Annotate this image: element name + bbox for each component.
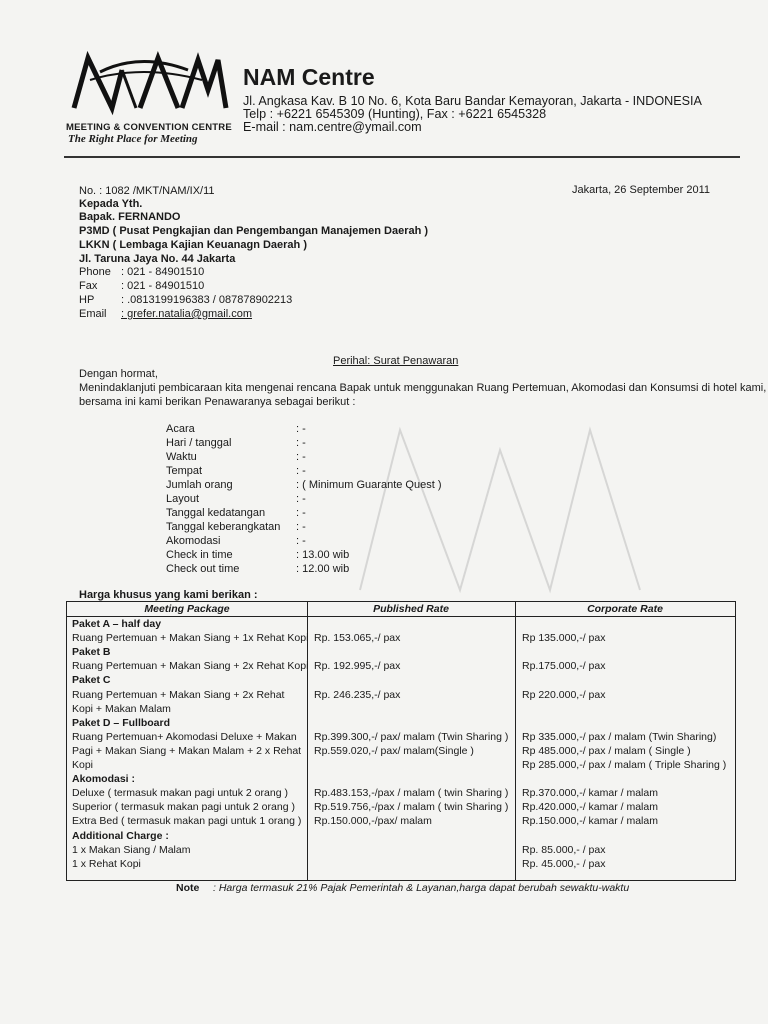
published-rate-cell: Rp.519.756,-/pax / malam ( twin Sharing ) — [314, 801, 509, 814]
contact-label: HP — [79, 294, 95, 306]
package-cell: Kopi — [72, 759, 94, 771]
corporate-rate-cell: Rp 135.000,-/ pax — [522, 632, 606, 645]
package-cell: 1 x Makan Siang / Malam — [72, 843, 191, 856]
letter-date: Jakarta, 26 September 2011 — [572, 184, 710, 196]
body-paragraph-1: Menindaklanjuti pembicaraan kita mengenai rencana Bapak untuk menggunakan Ruang Pertemuan, Akomodasi dan Konsumsi di hotel kami, — [79, 382, 767, 394]
corporate-rate-cell: Rp 485.000,-/ pax / malam ( Single ) — [522, 744, 691, 757]
header-corporate-rate: Corporate Rate — [587, 603, 663, 615]
package-cell: 1 x Rehat Kopi — [72, 857, 141, 870]
detail-value: : - — [296, 535, 306, 547]
detail-row — [166, 465, 466, 477]
note-text: : Harga termasuk 21% Pajak Pemerintah & Layanan,harga dapat berubah sewaktu-waktu — [213, 882, 630, 894]
corporate-rate-cell: Rp.175.000,-/ pax — [522, 660, 606, 673]
company-name: NAM Centre — [243, 64, 375, 90]
detail-label: Tempat — [166, 465, 203, 477]
package-cell: Paket C — [72, 674, 111, 687]
package-cell: Deluxe ( termasuk makan pagi untuk 2 orang ) — [72, 787, 288, 800]
package-cell: Akomodasi : — [72, 773, 136, 786]
contact-email-link[interactable]: : grefer.natalia@gmail.com — [121, 308, 253, 320]
price-table — [66, 601, 736, 881]
corporate-rate-cell: Rp. 85.000,- / pax — [522, 843, 606, 856]
detail-row — [166, 521, 466, 533]
package-cell: Extra Bed ( termasuk makan pagi untuk 1 orang ) — [72, 815, 302, 828]
recipient-name: Bapak. FERNANDO — [79, 211, 181, 223]
detail-row — [166, 479, 466, 491]
detail-value: : 12.00 wib — [296, 563, 350, 575]
package-cell: Pagi + Makan Siang + Makan Malam + 2 x Rehat — [72, 744, 302, 757]
corporate-rate-cell: Rp 285.000,-/ pax / malam ( Triple Sharing ) — [522, 759, 727, 771]
package-cell: Ruang Pertemuan + Makan Siang + 1x Rehat Kopi — [72, 632, 309, 645]
nam-logo-icon — [70, 50, 230, 120]
package-cell: Ruang Pertemuan + Makan Siang + 2x Rehat — [72, 688, 285, 701]
published-rate-cell: Rp. 246.235,-/ pax — [314, 688, 401, 701]
detail-label: Layout — [166, 493, 200, 505]
detail-label: Acara — [166, 423, 195, 435]
header-meeting-package: Meeting Package — [144, 603, 230, 615]
corporate-rate-cell: Rp. 45.000,- / pax — [522, 857, 606, 870]
table-column-divider — [515, 602, 516, 880]
contact-email — [79, 308, 252, 320]
detail-row — [166, 451, 466, 463]
letterhead-divider — [64, 156, 740, 158]
detail-label: Check out time — [166, 563, 240, 575]
detail-label: Tanggal kedatangan — [166, 507, 266, 519]
detail-row — [166, 437, 466, 449]
logo-tagline: MEETING & CONVENTION CENTRE — [66, 122, 232, 133]
header-published-rate: Published Rate — [373, 603, 449, 615]
salutation-to: Kepada Yth. — [79, 198, 143, 210]
corporate-rate-cell: Rp.150.000,-/ kamar / malam — [522, 815, 658, 828]
detail-value: : - — [296, 493, 306, 505]
detail-value: : - — [296, 507, 306, 519]
detail-row — [166, 423, 466, 435]
package-cell: Superior ( termasuk makan pagi untuk 2 orang ) — [72, 801, 295, 814]
letter-subject: Perihal: Surat Penawaran — [333, 355, 459, 367]
detail-value: : - — [296, 465, 306, 477]
package-cell: Ruang Pertemuan+ Akomodasi Deluxe + Makan — [72, 730, 297, 743]
contact-hp — [79, 294, 292, 306]
contact-value: : 021 - 84901510 — [121, 266, 205, 278]
recipient-org-2: LKKN ( Lembaga Kajian Keuanagn Daerah ) — [79, 239, 307, 251]
detail-label: Hari / tanggal — [166, 437, 232, 449]
table-header-divider — [67, 616, 735, 617]
detail-row — [166, 507, 466, 519]
corporate-rate-cell: Rp 220.000,-/ pax — [522, 688, 606, 701]
published-rate-cell: Rp.559.020,-/ pax/ malam(Single ) — [314, 744, 474, 757]
detail-row — [166, 563, 466, 575]
detail-value: : - — [296, 521, 306, 533]
letter-number: No. : 1082 /MKT/NAM/IX/11 — [79, 185, 215, 197]
published-rate-cell: Rp. 153.065,-/ pax — [314, 632, 401, 645]
contact-label: Email — [79, 308, 107, 320]
detail-row — [166, 493, 466, 505]
detail-row — [166, 535, 466, 547]
detail-value: : - — [296, 423, 306, 435]
contact-value: : 021 - 84901510 — [121, 280, 205, 292]
corporate-rate-cell: Rp.370.000,-/ kamar / malam — [522, 787, 658, 800]
company-address: Jl. Angkasa Kav. B 10 No. 6, Kota Baru Bandar Kemayoran, Jakarta - INDONESIA — [243, 94, 702, 108]
package-cell: Paket A – half day — [72, 618, 162, 630]
contact-phone — [79, 266, 204, 278]
corporate-rate-cell: Rp.420.000,-/ kamar / malam — [522, 801, 658, 814]
company-phone: Telp : +6221 6545309 (Hunting), Fax : +6221 6545328 — [243, 107, 547, 121]
published-rate-cell: Rp. 192.995,-/ pax — [314, 660, 401, 673]
published-rate-cell: Rp.150.000,-/pax/ malam — [314, 815, 432, 828]
note-label: Note — [176, 882, 200, 894]
detail-value: : 13.00 wib — [296, 549, 350, 561]
recipient-org-1: P3MD ( Pusat Pengkajian dan Pengembangan Manajemen Daerah ) — [79, 225, 429, 237]
detail-label: Akomodasi — [166, 535, 221, 547]
contact-label: Phone — [79, 266, 111, 278]
logo-slogan: The Right Place for Meeting — [68, 133, 198, 145]
recipient-address: Jl. Taruna Jaya No. 44 Jakarta — [79, 253, 236, 265]
corporate-rate-cell: Rp 335.000,-/ pax / malam (Twin Sharing) — [522, 730, 717, 743]
detail-label: Waktu — [166, 451, 197, 463]
detail-value: : ( Minimum Guarante Quest ) — [296, 479, 442, 491]
body-paragraph-2: bersama ini kami berikan Penawaranya sebagai berikut : — [79, 396, 356, 408]
nam-logo — [66, 50, 234, 146]
package-cell: Additional Charge : — [72, 829, 169, 842]
package-cell: Ruang Pertemuan + Makan Siang + 2x Rehat Kopi — [72, 660, 309, 673]
contact-label: Fax — [79, 280, 98, 292]
greeting: Dengan hormat, — [79, 368, 158, 380]
published-rate-cell: Rp.399.300,-/ pax/ malam (Twin Sharing ) — [314, 730, 509, 743]
package-cell: Kopi + Makan Malam — [72, 702, 171, 715]
detail-row — [166, 549, 466, 561]
detail-label: Check in time — [166, 549, 233, 561]
detail-label: Tanggal keberangkatan — [166, 521, 281, 533]
contact-value: : .0813199196383 / 087878902213 — [121, 294, 293, 306]
detail-value: : - — [296, 451, 306, 463]
company-email: E-mail : nam.centre@ymail.com — [243, 120, 422, 134]
detail-label: Jumlah orang — [166, 479, 233, 491]
contact-fax — [79, 280, 204, 292]
package-cell: Paket D – Fullboard — [72, 716, 171, 729]
detail-value: : - — [296, 437, 306, 449]
package-cell: Paket B — [72, 646, 111, 659]
published-rate-cell: Rp.483.153,-/pax / malam ( twin Sharing ) — [314, 787, 509, 800]
special-price-heading: Harga khusus yang kami berikan : — [79, 589, 258, 601]
